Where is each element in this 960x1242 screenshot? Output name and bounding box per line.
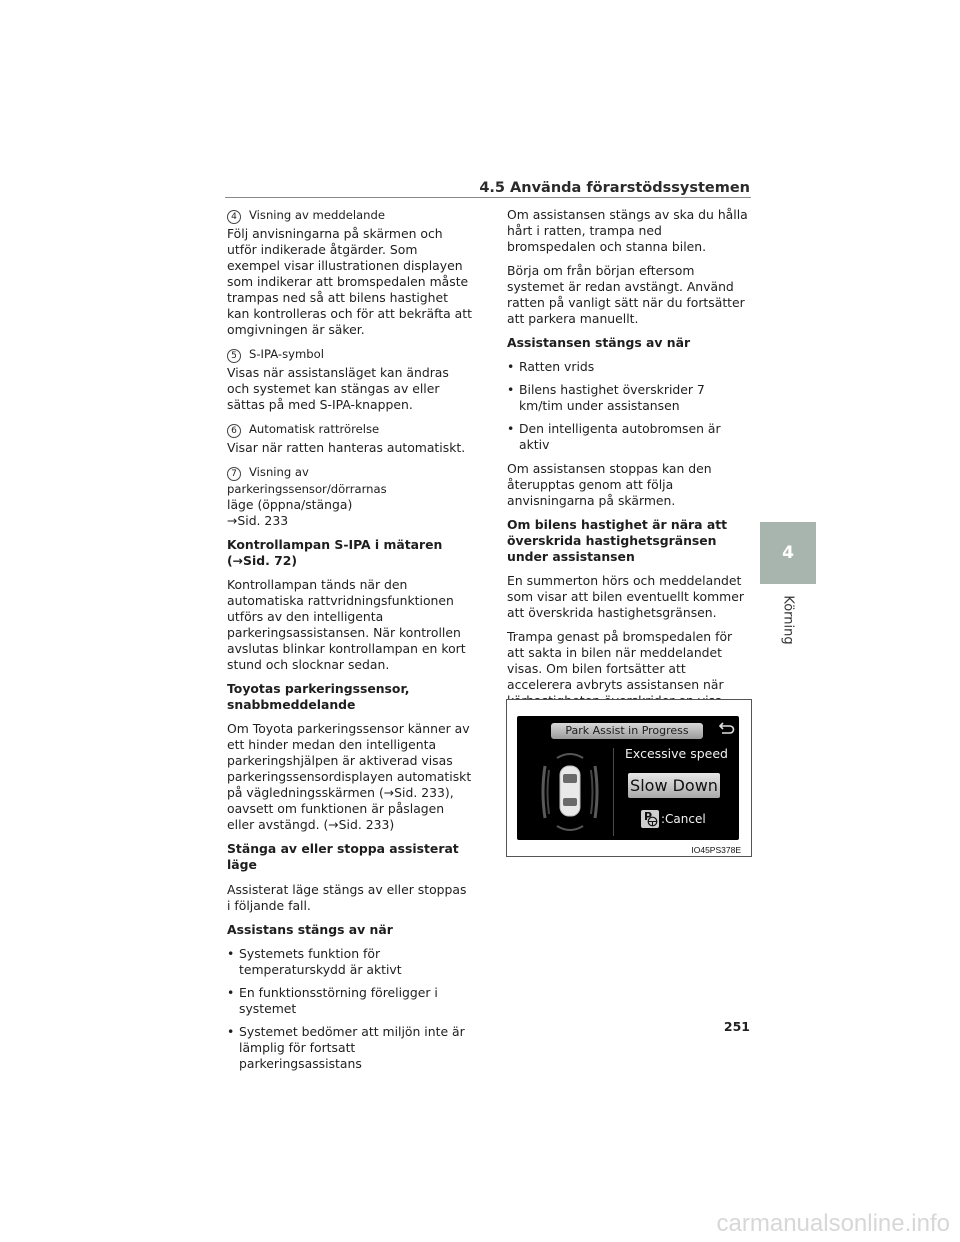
header-rule bbox=[225, 197, 751, 198]
off-list bbox=[227, 946, 472, 1072]
right-para-1: Om assistansen stängs av ska du hålla hårt i ratten, trampa ned bromspedalen och stanna bilen. bbox=[507, 207, 748, 254]
indicator-heading-line-1: Kontrollampan S-IPA i mätaren bbox=[227, 537, 443, 552]
back-arrow-icon[interactable] bbox=[717, 722, 735, 738]
right-para-2: Börja om från början eftersom systemet är redan avstängt. Använd ratten på vanligt sätt när du fortsätter att parkera manuellt. bbox=[507, 263, 745, 326]
parking-assist-switch-icon bbox=[641, 810, 659, 828]
sensor-body: Om Toyota parkeringssensor känner av ett hinder medan den intelligenta parkeringshjälpen är aktiverad visas parkeringssensordisplayen automatiskt på vägledningsskärmen (→Sid. 233), oavsett om funktionen är påslagen eller avstängd. (→Sid. 233) bbox=[227, 721, 472, 832]
right-para-5: Trampa genast på bromspedalen för att sakta in bilen när meddelandet visas. Om bilen fortsätter att accelerera avbryts assistansen när bbox=[507, 629, 733, 692]
figure-code: IO45PS378E bbox=[691, 845, 741, 855]
stopped-heading: Assistansen stängs av när bbox=[507, 335, 691, 350]
item-4-body: Följ anvisningarna på skärmen och utför indikerade åtgärder. Som exempel visar illustrationen displayen som indikerar att bromspedalen måste trampas ned så att bilens hastighet kan kontrolleras och för att bekräfta att omgivningen är säker. bbox=[227, 226, 472, 337]
stop-body: Assisterat läge stängs av eller stoppas i följande fall. bbox=[227, 882, 467, 913]
right-para-3: Om assistansen stoppas kan den återupptas genom att följa anvisningarna på skärmen. bbox=[507, 461, 712, 508]
item-4-heading-text: Visning av meddelande bbox=[249, 208, 385, 222]
item-5-body: Visas när assistansläget kan ändras och systemet kan stängas av eller sättas på med S-IPA-knappen. bbox=[227, 365, 449, 412]
item-7-reference[interactable]: →Sid. 233 bbox=[227, 513, 289, 528]
callout-number-6: 6 bbox=[227, 424, 241, 438]
callout-number-4: 4 bbox=[227, 210, 241, 224]
chapter-label: Körning bbox=[780, 595, 796, 645]
item-7-heading bbox=[227, 464, 472, 497]
off-heading: Assistans stängs av när bbox=[227, 922, 393, 937]
steering-wheel-icon bbox=[647, 816, 658, 827]
item-6-heading-text: Automatisk rattrörelse bbox=[249, 422, 380, 436]
watermark: carmanualsonline.info bbox=[716, 1210, 950, 1237]
callout-number-7: 7 bbox=[227, 467, 241, 481]
park-assist-status-pill: Park Assist in Progress bbox=[551, 723, 703, 739]
chapter-number: 4 bbox=[782, 543, 794, 563]
right-column bbox=[507, 207, 752, 733]
item-7-heading-cont: läge (öppna/stänga) bbox=[227, 497, 353, 512]
p-letter: P bbox=[644, 810, 653, 823]
page-header-title: 4.5 Använda förarstödssystemen bbox=[479, 180, 750, 196]
chapter-tab bbox=[760, 522, 816, 584]
stop-heading: Stänga av eller stoppa assisterat läge bbox=[227, 841, 459, 872]
item-7-heading-text: Visning av parkeringssensor/dörrarnas bbox=[227, 465, 387, 496]
screen-divider bbox=[613, 748, 614, 836]
right-para-4: En summerton hörs och meddelandet som visar att bilen eventuellt kommer att överskrida hastighetsgränsen. bbox=[507, 573, 744, 620]
list-item: • Bilens hastighet överskrider 7 km/tim under assistansen bbox=[507, 382, 752, 414]
list-item: • Den intelligenta autobromsen är aktiv bbox=[507, 421, 752, 453]
indicator-heading-line-2: (→Sid. 72) bbox=[227, 553, 298, 568]
item-6-heading bbox=[227, 421, 472, 438]
callout-number-5: 5 bbox=[227, 349, 241, 363]
sensor-heading-line-2: snabbmeddelande bbox=[227, 697, 356, 712]
list-item: • Systemets funktion för temperaturskydd är aktivt bbox=[227, 946, 472, 978]
screen-top-bar bbox=[525, 721, 735, 739]
sensor-heading-line-1: Toyotas parkeringssensor, bbox=[227, 681, 410, 696]
excessive-speed-message: Excessive speed bbox=[625, 746, 728, 761]
indicator-body: Kontrollampan tänds när den automatiska rattvridningsfunktionen utförs av den intelligenta parkeringsassistansen. När kontrollen avslutas blinkar kontrollampan en kort stund och slocknar sedan. bbox=[227, 577, 466, 672]
car-top-view-icon bbox=[539, 752, 601, 832]
list-item: • En funktionsstörning föreligger i systemet bbox=[227, 985, 472, 1017]
list-item: • Systemet bedömer att miljön inte är lämplig för fortsatt parkeringsassistans bbox=[227, 1024, 472, 1072]
page-number: 251 bbox=[723, 1019, 750, 1034]
cancel-label: :Cancel bbox=[661, 812, 706, 826]
display-illustration bbox=[506, 699, 752, 857]
item-4-heading bbox=[227, 207, 472, 224]
item-6-body: Visar när ratten hanteras automatiskt. bbox=[227, 440, 466, 455]
slow-down-button[interactable]: Slow Down bbox=[628, 773, 720, 798]
item-5-heading bbox=[227, 346, 472, 363]
item-5-heading-text: S-IPA-symbol bbox=[249, 347, 324, 361]
speed-heading: Om bilens hastighet är nära att överskrida hastighetsgränsen under assistansen bbox=[507, 517, 728, 564]
stopped-list bbox=[507, 359, 752, 453]
list-item: • Ratten vrids bbox=[507, 359, 752, 375]
left-column bbox=[227, 207, 472, 1080]
park-assist-screen bbox=[517, 716, 739, 840]
